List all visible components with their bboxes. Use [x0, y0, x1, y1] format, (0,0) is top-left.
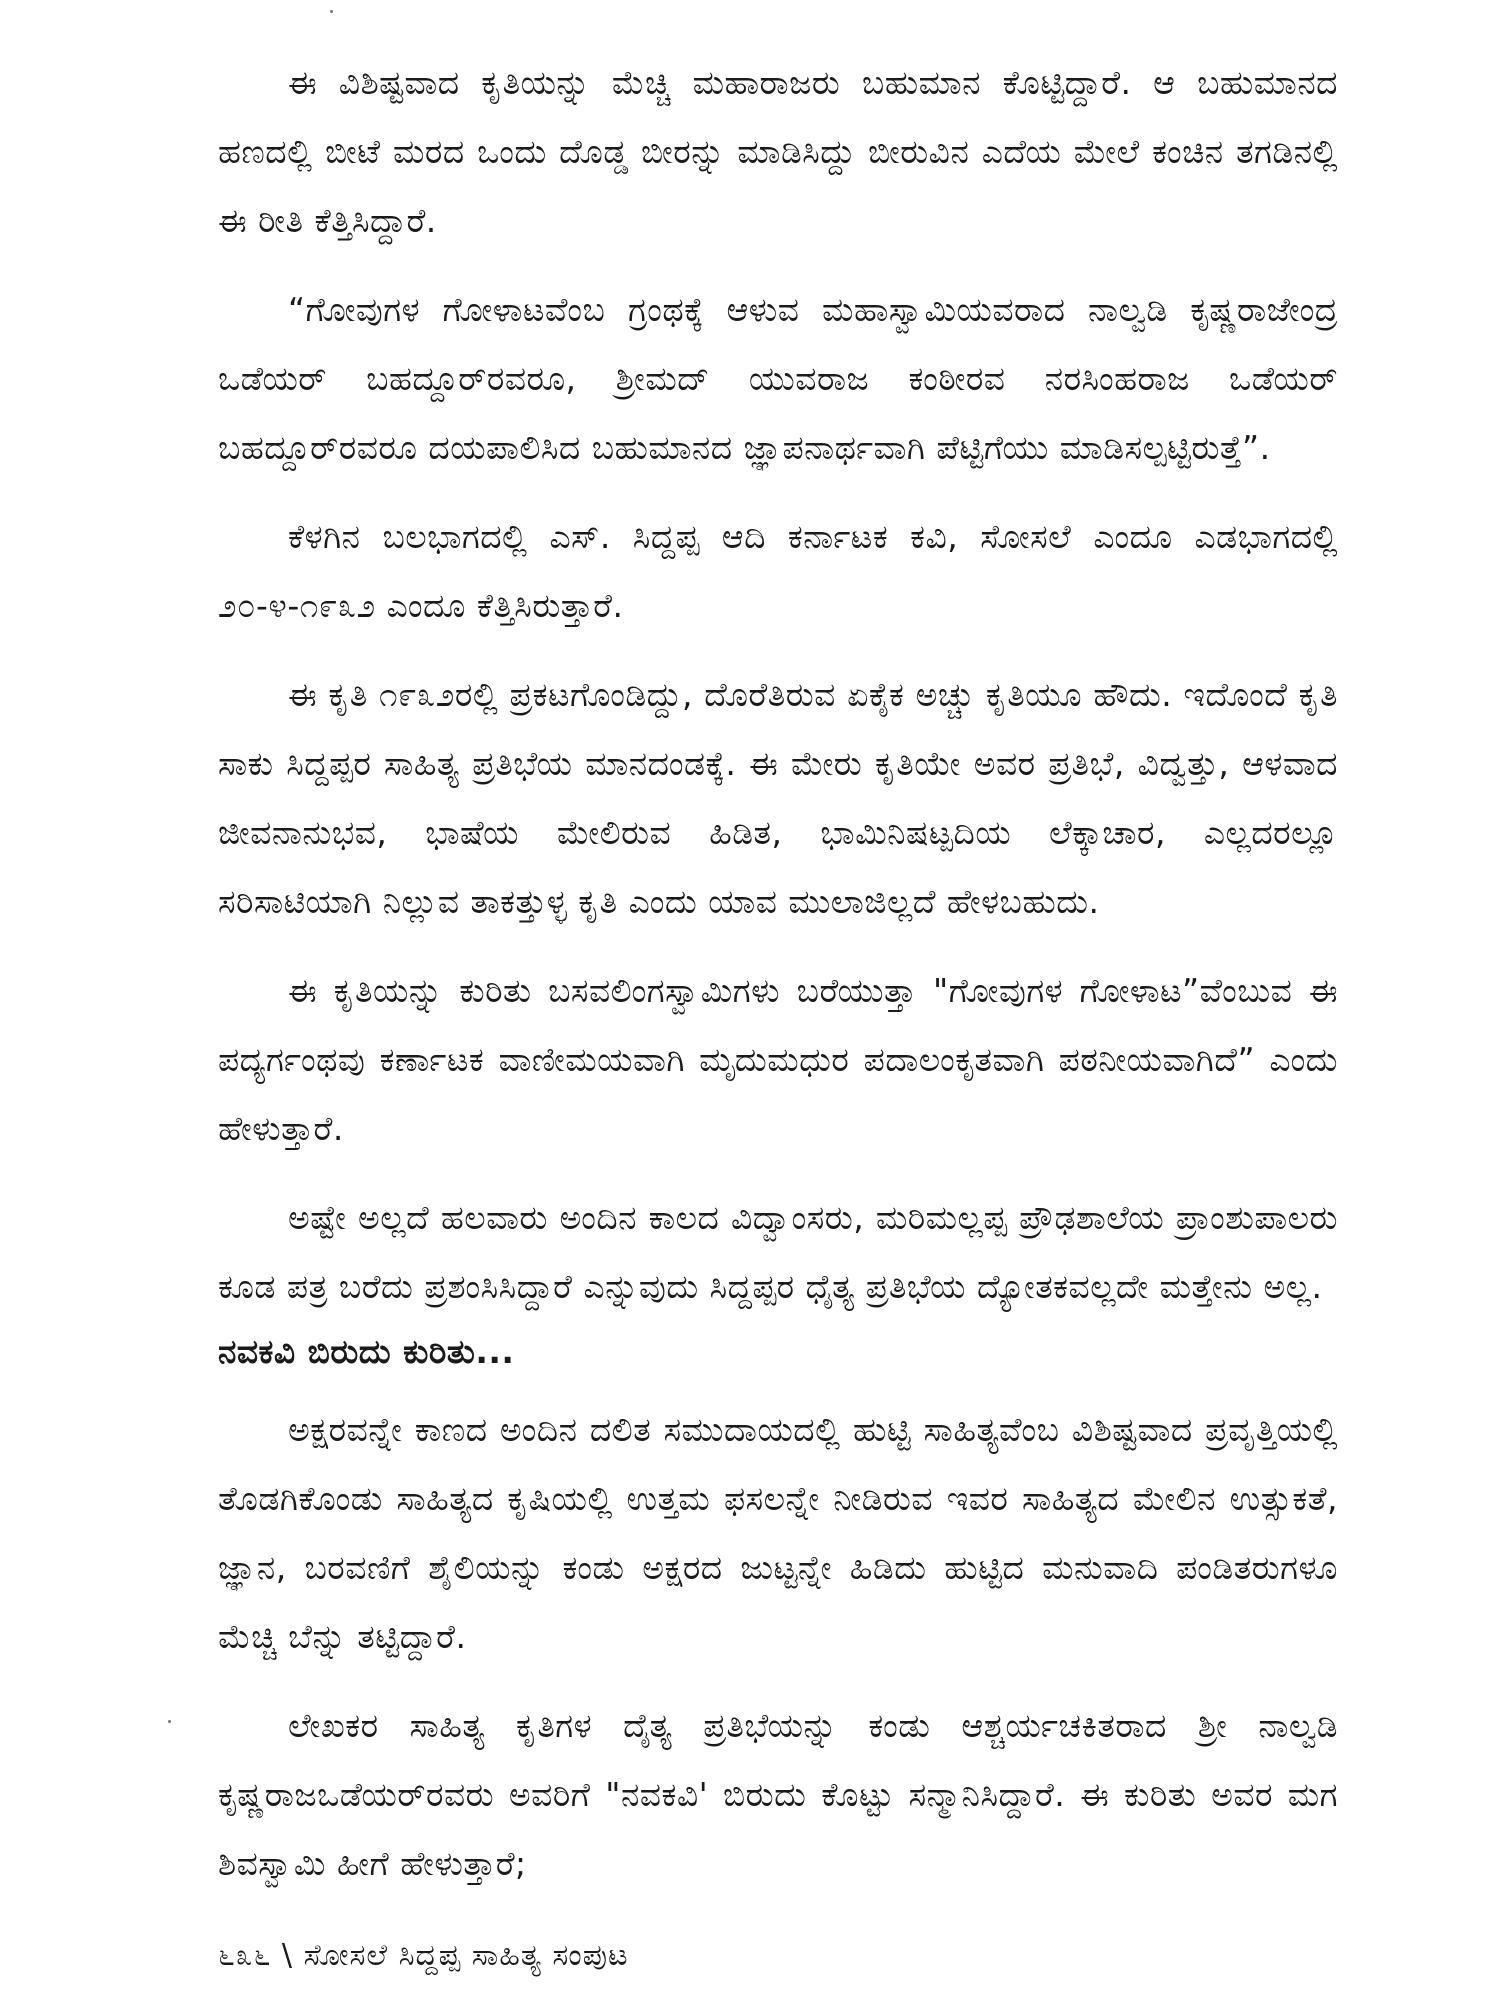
paragraph-navakavi-title: ಲೇಖಕರ ಸಾಹಿತ್ಯ ಕೃತಿಗಳ ದೈತ್ಯ ಪ್ರತಿಭೆಯನ್ನು ಕಂಡು ಆಶ್ಚರ್ಯಚಕಿತರಾದ ಶ್ರೀ ನಾಲ್ವಡಿ ಕೃಷ್ಣರಾಜಒಡೆಯರ್‌ರವರು ಅವರಿಗೆ "ನವಕವಿ' ಬಿರುದು ಕೊಟ್ಟು ಸನ್ಮಾನಿಸಿದ್ದಾರೆ. ಈ ಕುರಿತು ಅವರ ಮಗ ಶಿವಸ್ವಾಮಿ ಹೀಗೆ ಹೇಳುತ್ತಾರೆ; — [218, 1706, 1338, 1883]
paragraph-swamiji-praise: ಈ ಕೃತಿಯನ್ನು ಕುರಿತು ಬಸವಲಿಂಗಸ್ವಾಮಿಗಳು ಬರೆಯುತ್ತಾ "ಗೋವುಗಳ ಗೋಳಾಟ”ವೆಂಬುವ ಈ ಪದ್ಯರ್ಗಂಥವು ಕರ್ಣಾಟಕ ವಾಣೀಮಯವಾಗಿ ಮೃದುಮಧುರ ಪದಾಲಂಕೃತವಾಗಿ ಪಠನೀಯವಾಗಿದೆ” ಎಂದು ಹೇಳುತ್ತಾರೆ. — [218, 971, 1338, 1148]
paragraph-scholars-praise: ಅಷ್ಟೇ ಅಲ್ಲದೆ ಹಲವಾರು ಅಂದಿನ ಕಾಲದ ವಿದ್ವಾಂಸರು, ಮರಿಮಲ್ಲಪ್ಪ ಪ್ರೌಢಶಾಲೆಯ ಪ್ರಾಂಶುಪಾಲರು ಕೂಡ ಪತ್ರ ಬರೆದು ಪ್ರಶಂಸಿಸಿದ್ದಾರೆ ಎನ್ನುವುದು ಸಿದ್ದಪ್ಪರ ಧೈತ್ಯ ಪ್ರತಿಭೆಯ ದ್ಯೋತಕವಲ್ಲದೇ ಮತ್ತೇನು ಅಲ್ಲ. — [218, 1198, 1338, 1306]
print-speck — [330, 10, 333, 13]
page-body — [218, 48, 1338, 1918]
section-heading-navakavi: ನವಕವಿ ಬಿರುದು ಕುರಿತು... — [218, 1332, 515, 1371]
paragraph-publication: ಈ ಕೃತಿ ೧೯೩೨ರಲ್ಲಿ ಪ್ರಕಟಗೊಂಡಿದ್ದು, ದೊರೆತಿರುವ ಏಕೈಕ ಅಚ್ಚು ಕೃತಿಯೂ ಹೌದು. ಇದೊಂದೆ ಕೃತಿ ಸಾಕು ಸಿದ್ದಪ್ಪರ ಸಾಹಿತ್ಯ ಪ್ರತಿಭೆಯ ಮಾನದಂಡಕ್ಕೆ. ಈ ಮೇರು ಕೃತಿಯೇ ಅವರ ಪ್ರತಿಭೆ, ವಿದ್ವತ್ತು, ಆಳವಾದ ಜೀವನಾನುಭವ, ಭಾಷೆಯ ಮೇಲಿರುವ ಹಿಡಿತ, ಭಾಮಿನಿಷಟ್ಪದಿಯ ಲೆಕ್ಕಾಚಾರ, ಎಲ್ಲದರಲ್ಲೂ ಸರಿಸಾಟಿಯಾಗಿ ನಿಲ್ಲುವ ತಾಕತ್ತುಳ್ಳ ಕೃತಿ ಎಂದು ಯಾವ ಮುಲಾಜಿಲ್ಲದೆ ಹೇಳಬಹುದು. — [218, 675, 1338, 921]
print-speck — [168, 1720, 171, 1723]
paragraph-signature-date: ಕೆಳಗಿನ ಬಲಭಾಗದಲ್ಲಿ ಎಸ್. ಸಿದ್ದಪ್ಪ ಆದಿ ಕರ್ನಾಟಕ ಕವಿ, ಸೋಸಲೆ ಎಂದೂ ಎಡಭಾಗದಲ್ಲಿ ೨೦-೪-೧೯೩೨ ಎಂದೂ ಕೆತ್ತಿಸಿರುತ್ತಾರೆ. — [218, 517, 1338, 625]
paragraph-inscription: “ಗೋವುಗಳ ಗೋಳಾಟವೆಂಬ ಗ್ರಂಥಕ್ಕೆ ಆಳುವ ಮಹಾಸ್ವಾಮಿಯವರಾದ ನಾಲ್ವಡಿ ಕೃಷ್ಣರಾಜೇಂದ್ರ ಒಡೆಯರ್ ಬಹದ್ದೂರ್‌ರವರೂ, ಶ್ರೀಮದ್ ಯುವರಾಜ ಕಂಠೀರವ ನರಸಿಂಹರಾಜ ಒಡೆಯರ್ ಬಹದ್ದೂರ್‌ರವರೂ ದಯಪಾಲಿಸಿದ ಬಹುಮಾನದ ಜ್ಞಾಪನಾರ್ಥವಾಗಿ ಪೆಟ್ಟಿಗೆಯು ಮಾಡಿಸಲ್ಪಟ್ಟಿರುತ್ತೆ”. — [218, 290, 1338, 467]
paragraph-dalit-background: ಅಕ್ಷರವನ್ನೇ ಕಾಣದ ಅಂದಿನ ದಲಿತ ಸಮುದಾಯದಲ್ಲಿ ಹುಟ್ಟಿ ಸಾಹಿತ್ಯವೆಂಬ ವಿಶಿಷ್ಟವಾದ ಪ್ರವೃತ್ತಿಯಲ್ಲಿ ತೊಡಗಿಕೊಂಡು ಸಾಹಿತ್ಯದ ಕೃಷಿಯಲ್ಲಿ ಉತ್ತಮ ಫಸಲನ್ನೇ ನೀಡಿರುವ ಇವರ ಸಾಹಿತ್ಯದ ಮೇಲಿನ ಉತ್ಸುಕತೆ, ಜ್ಞಾನ, ಬರವಣಿಗೆ ಶೈಲಿಯನ್ನು ಕಂಡು ಅಕ್ಷರದ ಜುಟ್ಟನ್ನೇ ಹಿಡಿದು ಹುಟ್ಟಿದ ಮನುವಾದಿ ಪಂಡಿತರುಗಳೂ ಮೆಚ್ಚಿ ಬೆನ್ನು ತಟ್ಟಿದ್ದಾರೆ. — [218, 1410, 1338, 1656]
paragraph-gift-cabinet: ಈ ವಿಶಿಷ್ಟವಾದ ಕೃತಿಯನ್ನು ಮೆಚ್ಚಿ ಮಹಾರಾಜರು ಬಹುಮಾನ ಕೊಟ್ಟಿದ್ದಾರೆ. ಆ ಬಹುಮಾನದ ಹಣದಲ್ಲಿ ಬೀಟೆ ಮರದ ಒಂದು ದೊಡ್ಡ ಬೀರನ್ನು ಮಾಡಿಸಿದ್ದು ಬೀರುವಿನ ಎದೆಯ ಮೇಲೆ ಕಂಚಿನ ತಗಡಿನಲ್ಲಿ ಈ ರೀತಿ ಕೆತ್ತಿಸಿದ್ದಾರೆ. — [218, 63, 1338, 240]
page-footer: ೬೩೬ \ ಸೋಸಲೆ ಸಿದ್ದಪ್ಪ ಸಾಹಿತ್ಯ ಸಂಪುಟ — [218, 1938, 629, 1973]
